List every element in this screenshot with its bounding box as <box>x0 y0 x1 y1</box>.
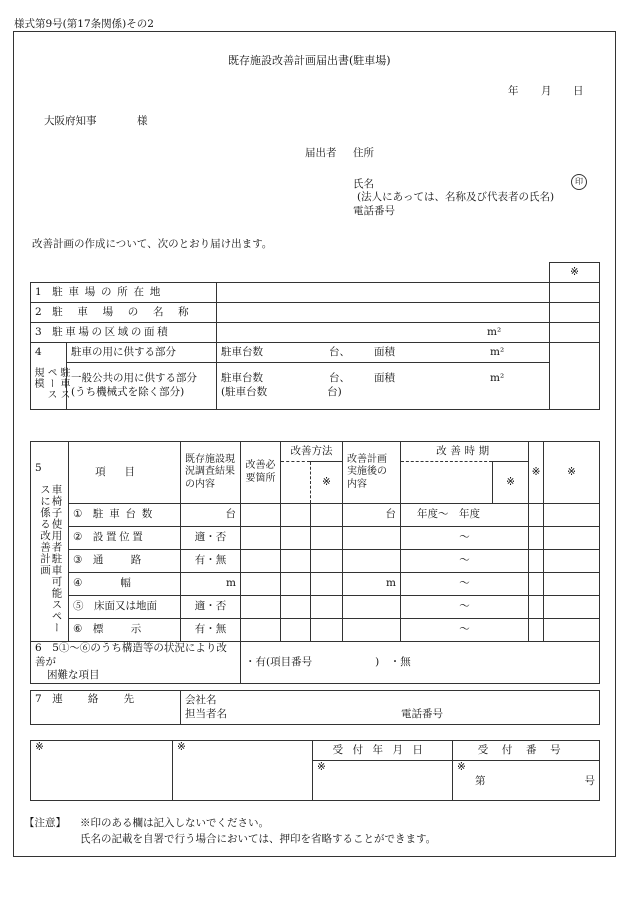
date-year: 年 <box>508 85 519 97</box>
receipt-number-value: ※ 第 号 <box>453 761 600 801</box>
header-method: 改善方法 <box>281 442 343 462</box>
section6-value[interactable]: ・有(項目番号 ) ・無 <box>241 642 600 684</box>
date-day: 日 <box>573 85 584 97</box>
receipt-date-label: 受付年月日 <box>313 741 453 761</box>
submitter-corp-note: (法人にあっては、名称及び代表者の氏名) <box>357 191 555 203</box>
receipt-number-label: 受付番号 <box>453 741 600 761</box>
row-area-label: 3 駐車場の区域の面積 <box>31 323 217 343</box>
notes-label: 【注意】 <box>24 817 66 829</box>
row4-a-value[interactable]: 駐車台数 台、 面積 m² <box>217 343 550 363</box>
name-value[interactable] <box>217 303 550 323</box>
notes-line-1: ※印のある欄は記入しないでください。 <box>80 817 269 829</box>
contact-table <box>30 690 600 725</box>
row4-b-label: 一般公共の用に供する部分 (うち機械式を除く部分) <box>67 363 217 410</box>
row-name-label: 2 駐車場の名称 <box>31 303 217 323</box>
row4-number: 4 <box>31 343 67 363</box>
table-row: ④ 幅 m m ～ <box>31 573 600 596</box>
area-value[interactable]: m² <box>217 323 550 343</box>
submitter-address: 住所 <box>353 147 374 159</box>
form-title: 既存施設改善計画届出書(駐車場) <box>228 54 391 67</box>
section6-label: 6 5①～⑥のうち構造等の状況により改善が 困難な項目 <box>31 642 241 684</box>
addressee-governor: 大阪府知事 <box>44 115 97 127</box>
receipt-mark-2: ※ <box>173 741 313 801</box>
table-row: ③ 通路 有・無 ～ <box>31 550 600 573</box>
row4-side-label: 駐車スペース規模 <box>31 363 67 410</box>
receipt-date-value: ※ <box>313 761 453 801</box>
table-row: ⑤ 床面又は地面 適・否 ～ <box>31 596 600 619</box>
row4-a-label: 駐車の用に供する部分 <box>67 343 217 363</box>
contact-label: 7 連絡先 <box>31 691 181 725</box>
location-value[interactable] <box>217 283 550 303</box>
date-month: 月 <box>541 85 552 97</box>
seal-mark: 印 <box>571 174 587 190</box>
table-row: ① 駐車台数 台 台 年度～ 年度 <box>31 504 600 527</box>
submitter-phone: 電話番号 <box>353 205 395 217</box>
receipt-table <box>30 740 600 801</box>
table-row: ② 設置位置 適・否 ～ <box>31 527 600 550</box>
submitter-name: 氏名 <box>353 178 374 190</box>
mark-cell: ※ <box>550 263 600 283</box>
row4-b-value[interactable]: 駐車台数 台、 面積 m² (駐車台数 台) <box>217 363 550 410</box>
form-number: 様式第9号(第17条関係)その2 <box>14 18 154 30</box>
submitter-label: 届出者 <box>305 147 337 159</box>
mark-a: ※ <box>529 442 544 504</box>
receipt-mark-1: ※ <box>31 741 173 801</box>
header-survey: 既存施設現況調査結果の内容 <box>181 442 241 504</box>
notes-line-2: 氏名の記載を自署で行う場合においては、押印を省略することができます。 <box>80 833 437 845</box>
mark-timing: ※ <box>493 462 529 504</box>
header-needed: 改善必要箇所 <box>241 442 281 504</box>
intro-text: 改善計画の作成について、次のとおり届け出ます。 <box>32 238 273 250</box>
table-row: ⑥ 標示 有・無 ～ <box>31 619 600 642</box>
section6-row <box>31 642 600 684</box>
mark-method: ※ <box>311 462 343 504</box>
row-location-label: 1 駐車場の所在地 <box>31 283 217 303</box>
header-timing: 改善時期 <box>401 442 529 462</box>
section5-side: 5 車椅子使用者駐車可能スペースに係る改善計画 <box>31 442 69 642</box>
improvement-plan-table <box>30 441 600 684</box>
mark-b: ※ <box>544 442 600 504</box>
header-after: 改善計画実施後の内容 <box>343 442 401 504</box>
header-item: 項目 <box>69 442 181 504</box>
contact-value[interactable]: 会社名 担当者名 電話番号 <box>181 691 600 725</box>
addressee-honorific: 様 <box>137 115 148 127</box>
site-info-table <box>30 262 600 410</box>
